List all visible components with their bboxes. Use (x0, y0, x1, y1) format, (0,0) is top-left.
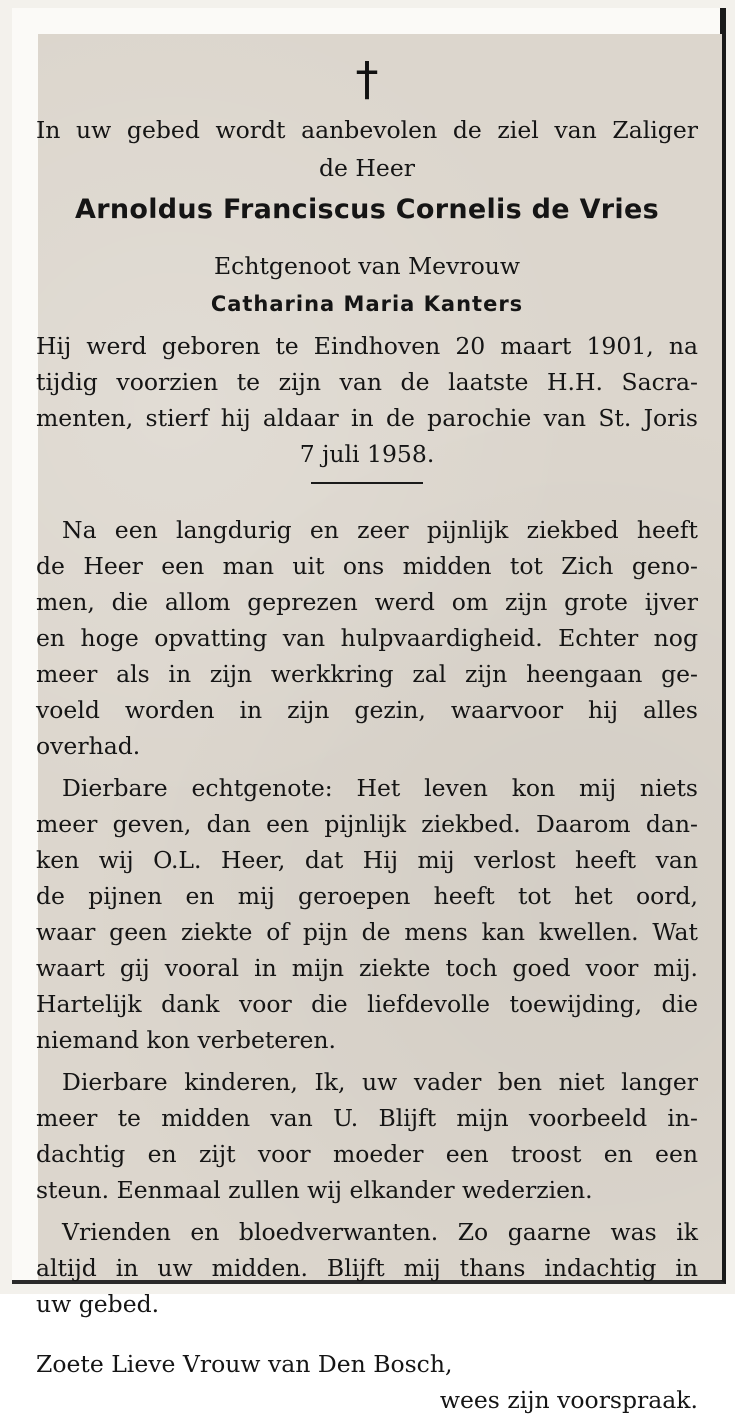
text-line: meer geven, dan een pijnlijk ziekbed. Daarom dan- (36, 810, 698, 838)
bio-line: 7 juli 1958. (299, 440, 435, 468)
spouse-name: Catharina Maria Kanters (210, 292, 524, 316)
spouse-label: Echtgenoot van Mevrouw (214, 252, 520, 280)
text-line: en hoge opvatting van hulpvaardigheid. Echter nog (36, 624, 698, 652)
text-line: meer als in zijn werkkring zal zijn heengaan ge- (36, 660, 698, 688)
text-line: steun. Eenmaal zullen wij elkander wederzien. (36, 1176, 593, 1204)
text-line: uw gebed. (36, 1290, 160, 1318)
text-line: Dierbare kinderen, Ik, uw vader ben niet langer (62, 1068, 698, 1096)
text-line: de pijnen en mij geroepen heeft tot het oord, (36, 882, 698, 910)
deceased-name: Arnoldus Franciscus Cornelis de Vries (75, 194, 659, 225)
closing-prayer: Zoete Lieve Vrouw van Den Bosch, (36, 1350, 453, 1378)
text-line: altijd in uw midden. Blijft mij thans indachtig in (36, 1254, 698, 1282)
paragraph-2 (36, 770, 698, 1058)
card-text (36, 54, 698, 1418)
text-line: niemand kon verbeteren. (36, 1026, 336, 1054)
bio-line: menten, stierf hij aldaar in de parochie van St. Joris (36, 404, 698, 432)
text-line: waart gij vooral in mijn ziekte toch goed voor mij. (36, 954, 698, 982)
text-line: dachtig en zijt voor moeder een troost en een (36, 1140, 698, 1168)
text-line: voeld worden in zijn gezin, waarvoor hij alles (36, 696, 698, 724)
intro-title: de Heer (319, 154, 415, 182)
paragraph-1 (36, 512, 698, 764)
bio-line: Hij werd geboren te Eindhoven 20 maart 1901, na (36, 332, 698, 360)
text-line: de Heer een man uit ons midden tot Zich geno- (36, 552, 698, 580)
text-line: Dierbare echtgenote: Het leven kon mij niets (62, 774, 698, 802)
text-line: men, die allom geprezen werd om zijn grote ijver (36, 588, 698, 616)
intro-line: In uw gebed wordt aanbevolen de ziel van Zaliger (36, 116, 698, 144)
separator (36, 472, 698, 494)
text-line: ken wij O.L. Heer, dat Hij mij verlost heeft van (36, 846, 698, 874)
text-line: overhad. (36, 732, 141, 760)
paragraph-3 (36, 1064, 698, 1208)
text-line: Vrienden en bloedverwanten. Zo gaarne was ik (62, 1218, 698, 1246)
bio-block (36, 328, 698, 472)
text-line: meer te midden van U. Blijft mijn voorbeeld in- (36, 1104, 698, 1132)
cross-icon: † (355, 52, 379, 106)
paragraph-4 (36, 1214, 698, 1322)
closing-prayer-end: wees zijn voorspraak. (439, 1386, 698, 1414)
text-line: waar geen ziekte of pijn de mens kan kwellen. Wat (36, 918, 698, 946)
bio-line: tijdig voorzien te zijn van de laatste H.H. Sacra- (36, 368, 698, 396)
text-line: Hartelijk dank voor die liefdevolle toewijding, die (36, 990, 698, 1018)
text-line: Na een langdurig en zeer pijnlijk ziekbed heeft (62, 516, 698, 544)
